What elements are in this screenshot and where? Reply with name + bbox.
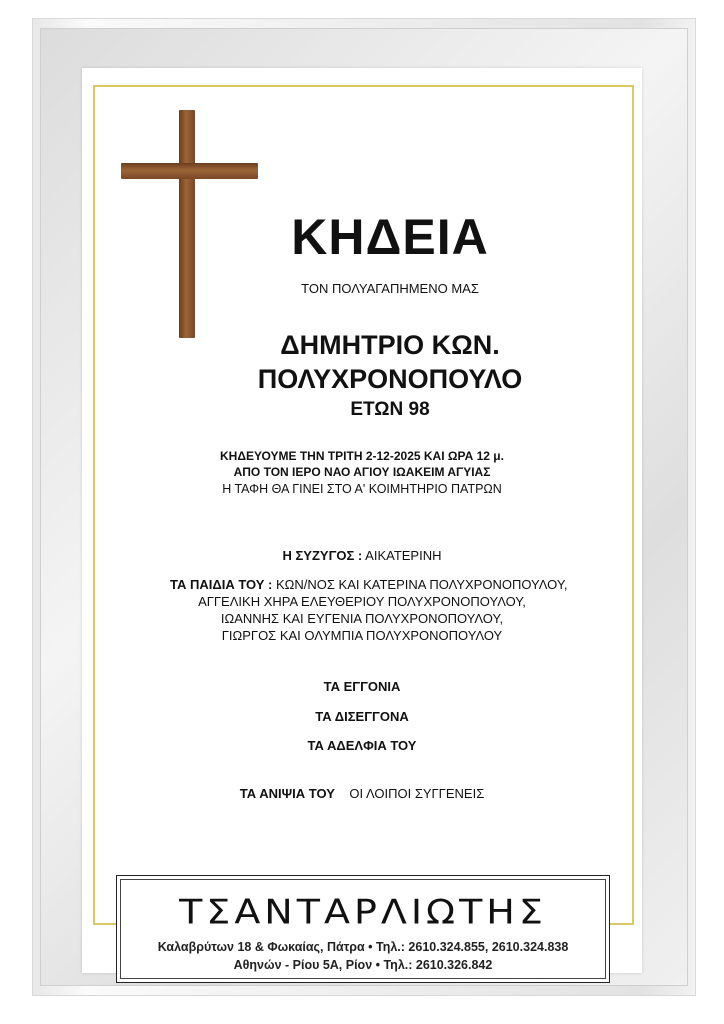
spouse-name: ΑΙΚΑΤΕΡΙΝΗ bbox=[365, 548, 442, 563]
cross-horizontal-beam bbox=[121, 163, 258, 179]
spouse-line bbox=[82, 548, 642, 563]
funeral-home-footer bbox=[116, 875, 610, 983]
deceased-name-last: ΠΟΛΥΧΡΟΝΟΠΟΥΛΟ bbox=[257, 364, 523, 394]
notice-title: ΚΗΔΕΙΑ bbox=[291, 209, 489, 265]
nephews-label: ΤΑ ΑΝΙΨΙΑ ΤΟΥ bbox=[239, 786, 335, 801]
funeral-date-time: ΚΗΔΕΥΟΥΜΕ ΤΗΝ ΤΡΙΤΗ 2-12-2025 ΚΑΙ ΩΡΑ 12 μ. bbox=[220, 449, 504, 463]
children-line-2: ΑΓΓΕΛΙΚΗ ΧΗΡΑ ΕΛΕΥΘΕΡΙΟΥ ΠΟΛΥΧΡΟΝΟΠΟΥΛΟΥ, bbox=[198, 594, 526, 609]
children-label: ΤΑ ΠΑΙΔΙΑ ΤΟΥ : bbox=[170, 577, 273, 592]
siblings-line: ΤΑ ΑΔΕΛΦΙΑ ΤΟΥ bbox=[307, 738, 417, 753]
funeral-home-logo: ΤΣΑΝΤΑΡΛΙΩΤΗΣ bbox=[179, 892, 547, 932]
deceased-name-first: ΔΗΜΗΤΡΙΟ ΚΩΝ. bbox=[280, 330, 500, 360]
children-names-1: ΚΩΝ/ΝΟΣ ΚΑΙ ΚΑΤΕΡΙΝΑ ΠΟΛΥΧΡΟΝΟΠΟΥΛΟΥ, bbox=[276, 577, 568, 592]
burial-location: Η ΤΑΦΗ ΘΑ ΓΙΝΕΙ ΣΤΟ Α' ΚΟΙΜΗΤΗΡΙΟ ΠΑΤΡΩΝ bbox=[222, 482, 502, 496]
relatives-label: ΟΙ ΛΟΙΠΟΙ ΣΥΓΓΕΝΕΙΣ bbox=[349, 786, 485, 801]
funeral-home-address-2: Αθηνών - Ρίου 5Α, Ρίον • Τηλ.: 2610.326.842 bbox=[233, 958, 493, 972]
spouse-label: Η ΣΥΖΥΓΟΣ : bbox=[282, 548, 363, 563]
children-line-1 bbox=[170, 577, 567, 592]
nephews-relatives-line bbox=[82, 786, 642, 801]
funeral-home-address-1: Καλαβρύτων 18 & Φωκαίας, Πάτρα • Τηλ.: 2610.324.855, 2610.324.838 bbox=[157, 940, 569, 954]
funeral-church: ΑΠΟ ΤΟΝ ΙΕΡΟ ΝΑΟ ΑΓΙΟΥ ΙΩΑΚΕΙΜ ΑΓΥΙΑΣ bbox=[233, 465, 491, 479]
deceased-age: ΕΤΩΝ 98 bbox=[350, 399, 430, 420]
grandchildren-line: ΤΑ ΕΓΓΟΝΙΑ bbox=[323, 679, 401, 694]
notice-subtitle: ΤΟΝ ΠΟΛΥΑΓΑΠΗΜΕΝΟ ΜΑΣ bbox=[301, 281, 479, 296]
children-line-3: ΙΩΑΝΝΗΣ ΚΑΙ ΕΥΓΕΝΙΑ ΠΟΛΥΧΡΟΝΟΠΟΥΛΟΥ, bbox=[220, 611, 504, 626]
great-grandchildren-line: ΤΑ ΔΙΣΕΓΓΟΝΑ bbox=[315, 709, 409, 724]
children-line-4: ΓΙΩΡΓΟΣ ΚΑΙ ΟΛΥΜΠΙΑ ΠΟΛΥΧΡΟΝΟΠΟΥΛΟΥ bbox=[221, 628, 503, 643]
